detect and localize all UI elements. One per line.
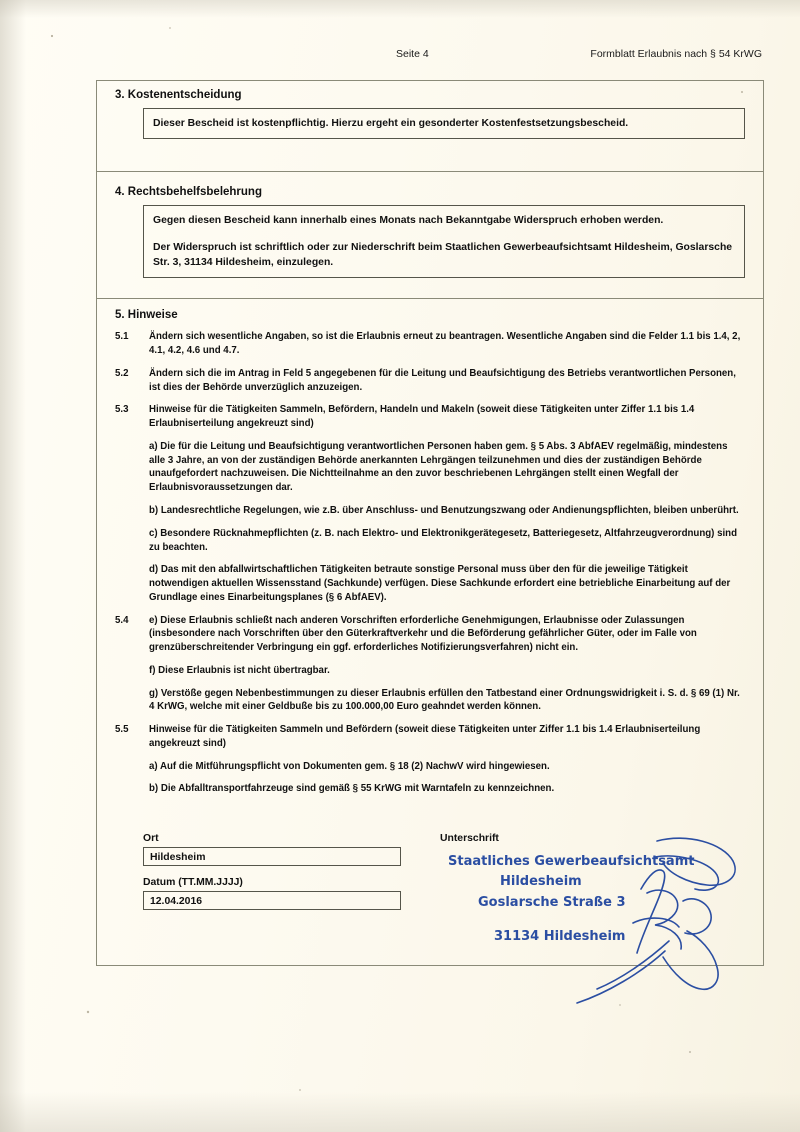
hinweis-paragraph: c) Besondere Rücknahmepflichten (z. B. nach Elektro- und Elektronikgerätegesetz, Batteriegesetz, Altfahrzeugverordnung) sind zu beachten. (149, 527, 737, 553)
scan-edge-shadow-left (0, 0, 26, 1132)
hinweis-number: 5.2 (115, 367, 129, 379)
hinweis-paragraph: a) Die für die Leitung und Beaufsichtigung verantwortlichen Personen haben gem. § 5 Abs. 3 AbfAEV regelmäßig, mindestens alle 3 Jahre, an von der zuständigen Behörde anerkannten Lehrgängen teilzunehmen und dies der zuständigen Behörde unaufgefordert nachzuweisen. Die Nichtteilnahme an den zuvor beschriebenen Lehrgängen stellt einen Wegfall der Erlaubnisvoraussetzungen dar. (149, 440, 728, 494)
stamp-line-3: Goslarsche Straße 3 (478, 894, 626, 910)
kostenentscheidung-text: Dieser Bescheid ist kostenpflichtig. Hierzu ergeht ein gesonderter Kostenfestsetzungsbescheid. (153, 118, 629, 129)
hinweis-item (115, 614, 743, 724)
section-title-kostenentscheidung: 3. Kostenentscheidung (115, 89, 242, 101)
form-frame (96, 80, 764, 966)
page-number-label: Seite 4 (396, 48, 429, 60)
hinweis-number: 5.5 (115, 724, 129, 736)
scan-edge-shadow-bottom (0, 1092, 800, 1132)
document-body (96, 80, 764, 966)
hinweis-paragraph: Ändern sich die im Antrag in Feld 5 angegebenen für die Leitung und Beaufsichtigung des Betriebs verantwortlichen Personen, ist dies der Behörde unverzüglich anzuzeigen. (149, 367, 736, 393)
hinweis-text (149, 723, 743, 796)
hinweis-number: 5.1 (115, 331, 129, 343)
page-header (96, 48, 762, 60)
rechtsbehelf-paragraph-1: Gegen diesen Bescheid kann innerhalb eines Monats nach Bekanntgabe Widerspruch erhoben werden. (153, 215, 664, 227)
hinweis-text (149, 330, 743, 358)
hinweis-item (115, 723, 743, 805)
section-kostenentscheidung (97, 81, 763, 172)
scan-edge-shadow-top (0, 0, 800, 18)
ort-field[interactable]: Hildesheim (143, 847, 401, 866)
hinweis-paragraph: e) Diese Erlaubnis schließt nach anderen Vorschriften erforderliche Genehmigungen, Erlaubnisse oder Zulassungen (insbesondere nach Vorschriften über den Güterkraftverkehr und die Beförderung gefährlicher Güter, oder im Falle von grenzüberschreitender Verbringung ein ggf. erforderliches Notifizierungsverfahren) nicht ein. (149, 614, 697, 654)
stamp-line-2: Hildesheim (500, 874, 582, 890)
hinweis-item (115, 330, 743, 367)
hinweis-number: 5.4 (115, 614, 129, 626)
hinweis-text (149, 403, 743, 604)
hinweis-item (115, 403, 743, 613)
hinweis-paragraph: g) Verstöße gegen Nebenbestimmungen zu dieser Erlaubnis erfüllen den Tatbestand einer Ordnungswidrigkeit i. S. d. § 69 (1) Nr. 4 KrWG, welche mit einer Geldbuße bis zu 100.000,00 Euro geahndet werden können. (149, 687, 740, 713)
official-stamp (440, 852, 763, 947)
hinweis-paragraph: d) Das mit den abfallwirtschaftlichen Tätigkeiten betraute sonstige Personal muss über den für die jeweilige Tätigkeit notwendigen aktuellen Wissensstand (Sachkunde) verfügen. Diese Sachkunde erfordert eine betriebliche Einarbeitung auf der Grundlage eines Einarbeitungsplanes (§ 6 AbfAEV). (149, 564, 731, 603)
unterschrift-label: Unterschrift (440, 833, 499, 845)
section-rechtsbehelfsbelehrung (97, 172, 763, 299)
signature-left-column (97, 833, 430, 947)
hinweis-paragraph: b) Landesrechtliche Regelungen, wie z.B. über Anschluss- und Benutzungszwang oder Andienungspflichten, bleiben unberührt. (149, 504, 739, 516)
section-title-rechtsbehelfsbelehrung: 4. Rechtsbehelfsbelehrung (115, 186, 262, 199)
hinweis-paragraph: Hinweise für die Tätigkeiten Sammeln und Befördern (soweit diese Tätigkeiten unter Ziffer 1.1 bis 1.4 Erlaubniserteilung angekreuzt sind) (149, 724, 701, 749)
hinweis-item (115, 367, 743, 404)
rechtsbehelf-paragraph-2: Der Widerspruch ist schriftlich oder zur Niederschrift beim Staatlichen Gewerbeaufsichtsamt Hildesheim, Goslarsche Str. 3, 31134 Hildesheim, einzulegen. (153, 242, 733, 269)
hinweis-text (149, 614, 743, 715)
kostenentscheidung-textbox (143, 108, 745, 139)
stamp-line-4: 31134 Hildesheim (494, 928, 626, 944)
hinweis-paragraph: Hinweise für die Tätigkeiten Sammeln, Befördern, Handeln und Makeln (soweit diese Tätigkeiten unter Ziffer 1.1 bis 1.4 Erlaubniserteilung angekreuzt sind) (149, 404, 695, 430)
stamp-line-1: Staatliches Gewerbeaufsichtsamt (448, 854, 695, 870)
section-hinweise (97, 299, 763, 811)
hinweis-paragraph: a) Auf die Mitführungspflicht von Dokumenten gem. § 18 (2) NachwV wird hingewiesen. (149, 760, 550, 772)
rechtsbehelfsbelehrung-textbox (143, 205, 745, 278)
signature-area (97, 811, 763, 965)
hinweis-number: 5.3 (115, 404, 129, 416)
hinweis-text (149, 367, 743, 395)
section-title-hinweise: 5. Hinweise (115, 309, 178, 322)
signature-right-column (430, 833, 763, 947)
form-title-label: Formblatt Erlaubnis nach § 54 KrWG (590, 48, 762, 60)
hinweis-paragraph: f) Diese Erlaubnis ist nicht übertragbar. (149, 664, 330, 676)
datum-field[interactable]: 12.04.2016 (143, 891, 401, 910)
hinweis-paragraph: Ändern sich wesentliche Angaben, so ist die Erlaubnis erneut zu beantragen. Wesentliche Angaben sind die Felder 1.1 bis 1.4, 2, 4.1, 4.2, 4.6 und 4.7. (149, 331, 741, 357)
datum-label: Datum (TT.MM.JJJJ) (143, 877, 243, 889)
hinweis-paragraph: b) Die Abfalltransportfahrzeuge sind gemäß § 55 KrWG mit Warntafeln zu kennzeichnen. (149, 783, 555, 795)
ort-label: Ort (143, 833, 159, 845)
